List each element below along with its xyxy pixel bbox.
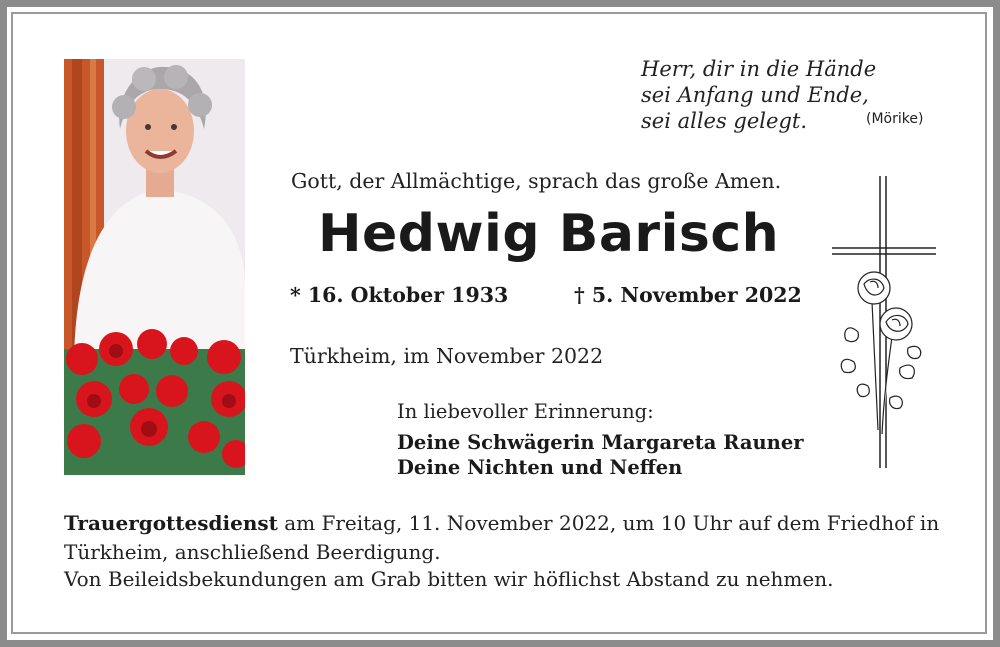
service-title: Trauergottesdienst — [64, 511, 278, 535]
quote-line: Herr, dir in die Hände — [641, 57, 877, 81]
quote-line: sei alles gelegt. — [641, 109, 808, 133]
service-notice — [64, 509, 964, 567]
portrait-photo — [64, 59, 245, 475]
place-and-date: Türkheim, im November 2022 — [290, 344, 604, 368]
memory-label: In liebevoller Erinnerung: — [397, 400, 654, 423]
cross-with-roses-icon — [828, 172, 940, 472]
condolence-request: Von Beileidsbekundungen am Grab bitten wir höflichst Abstand zu nehmen. — [64, 567, 834, 591]
quote-source: (Mörike) — [866, 111, 924, 127]
birth-date: * 16. Oktober 1933 — [290, 283, 509, 307]
service-text: am Freitag, 11. November 2022, um 10 Uhr auf dem Friedhof in Türkheim, anschließend Beerdigung. — [64, 511, 940, 564]
quote-line: sei Anfang und Ende, — [641, 83, 869, 107]
mourner-line: Deine Schwägerin Margareta Rauner — [397, 431, 804, 454]
death-date: † 5. November 2022 — [574, 283, 802, 307]
mourner-line: Deine Nichten und Neffen — [397, 456, 683, 479]
deceased-name: Hedwig Barisch — [318, 204, 780, 264]
intro-text: Gott, der Allmächtige, sprach das große Amen. — [291, 169, 782, 193]
